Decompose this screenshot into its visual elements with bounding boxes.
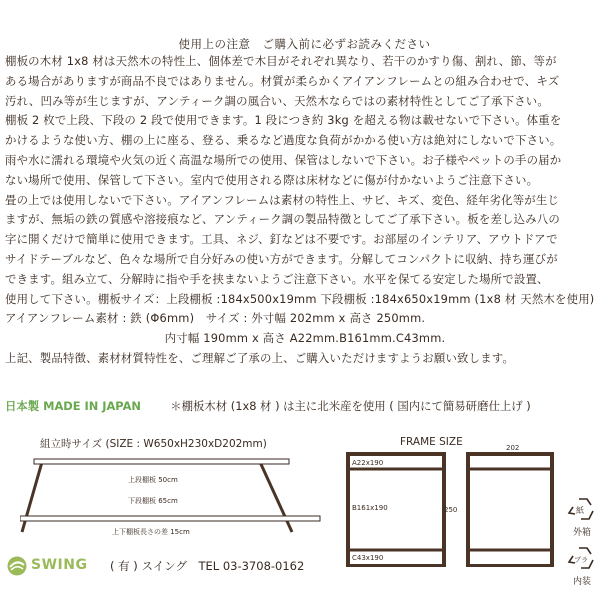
frame-label-a: A22x190	[352, 459, 384, 467]
notice-line: サイドテーブルなど、色々な場所で自分好みの使い方ができます。分解してコンパクトに収納、持ち運びが	[5, 251, 558, 266]
made-in-japan-label: 日本製 MADE IN JAPAN	[5, 399, 141, 413]
frame-label-c: C43x190	[352, 554, 384, 562]
plastic-mark: プラ	[574, 556, 588, 564]
notice-line: できます。組み立て、分解時に指や手を挟まないようご注意下さい。水平を保てる安定した場所で設置、	[5, 271, 549, 286]
assembled-diagram	[20, 450, 330, 550]
notice-line: 棚板 2 枚で上段、下段の 2 段で使用できます。1 段につき約 3kg を超える物は載せないで下さい。体重を	[5, 113, 562, 128]
paper-recycle-icon	[565, 493, 601, 527]
notice-line: 使用して下さい。棚板サイズ：上段棚板 :184x500x19mm 下段棚板 :184x650x19mm (1x8 材 天然木を使用)	[5, 291, 595, 306]
company-contact: ( 有 ) スイング TEL 03-3708-0162	[110, 559, 305, 573]
closing-line: 上記、製品特徴、素材材質特性を、ご理解ご了承の上、ご購入いただけますようお願い致します。	[5, 350, 515, 365]
notice-line: 畳の上では使用しないで下さい。アイアンフレームは素材の特性上、サビ、キズ、変色、経年劣化等が生じ	[5, 192, 560, 207]
inner-size-line: 内寸幅 190mm x 高さ A22mm.B161mm.C43mm.	[164, 331, 446, 346]
lower-shelf-label: 下段棚板 65cm	[128, 497, 178, 505]
notice-line: ますが、無垢の鉄の質感や溶接痕など、アンティーク調の製品特徴としてご了承下さい。板を差し込み八の	[5, 212, 560, 227]
notice-line: 棚板の木材 1x8 材は天然木の特性上、個体差で木目がそれぞれ異なり、若干のかすり傷、割れ、節、等が	[5, 54, 557, 68]
footer	[5, 555, 605, 577]
inner-pack-label: 内装	[573, 577, 592, 587]
notice-line: アイアンフレーム素材 : 鉄 (Φ6mm) サイズ : 外寸幅 202mm x 高さ 250mm.	[5, 311, 426, 326]
notice-body	[5, 52, 605, 369]
frame-width-label: 202	[506, 444, 520, 452]
notice-line: かけるような使い方、棚の上に座る、登る、乗るなど過度な負荷がかかる使い方は絶対にしないで下さい。	[5, 133, 562, 148]
notice-line: 字に開くだけで簡単に使用できます。工具、ネジ、釘などは不要です。お部屋のインテリア、アウトドアで	[5, 232, 558, 247]
notice-line: ない場所で使用、保管して下さい。室内で使用される際は床材などに傷が付かないようご注意下さい。	[5, 172, 539, 187]
frame-size-caption: FRAME SIZE	[400, 436, 463, 448]
frame-height-label: 250	[444, 506, 458, 514]
notice-line: 汚れ、凹み等が生じますが、アンティーク調の風合い、天然木ならではの素材特性としてご了承下さい。	[5, 93, 549, 108]
assembled-size-caption: 組立時サイズ (SIZE : W650xH230xD202mm)	[40, 438, 267, 450]
frame-diagram	[340, 442, 565, 567]
outer-box-label: 外箱	[573, 528, 592, 538]
page-title: 使用上の注意 ご購入前に必ずお読みください	[178, 37, 431, 51]
paper-mark: 紙	[576, 506, 584, 515]
swing-logo-icon	[5, 555, 29, 577]
lower-shelf-board	[20, 516, 320, 521]
made-in-row	[5, 398, 531, 414]
shelf-diff-label: 上下棚板長さの差 15cm	[112, 528, 190, 536]
notice-line: 雨や水に濡れる環境や火気の近く高温な場所での使用、保管はしないで下さい。お子様やペットの手の届か	[5, 152, 562, 167]
brand-logo: SWING	[31, 557, 88, 573]
frame-label-b: B161x190	[352, 504, 388, 512]
upper-shelf-label: 上段棚板 50cm	[128, 476, 178, 484]
upper-shelf-board	[34, 459, 289, 464]
notice-line: ある場合がありますが商品不良ではありません。材質が柔らかくアイアンフレームとの組み合わせで、キズ	[5, 73, 560, 88]
wood-origin-note: ＊棚板木材 (1x8 材 ) は主に北米産を使用 ( 国内にて簡易研磨仕上げ )	[170, 399, 531, 413]
